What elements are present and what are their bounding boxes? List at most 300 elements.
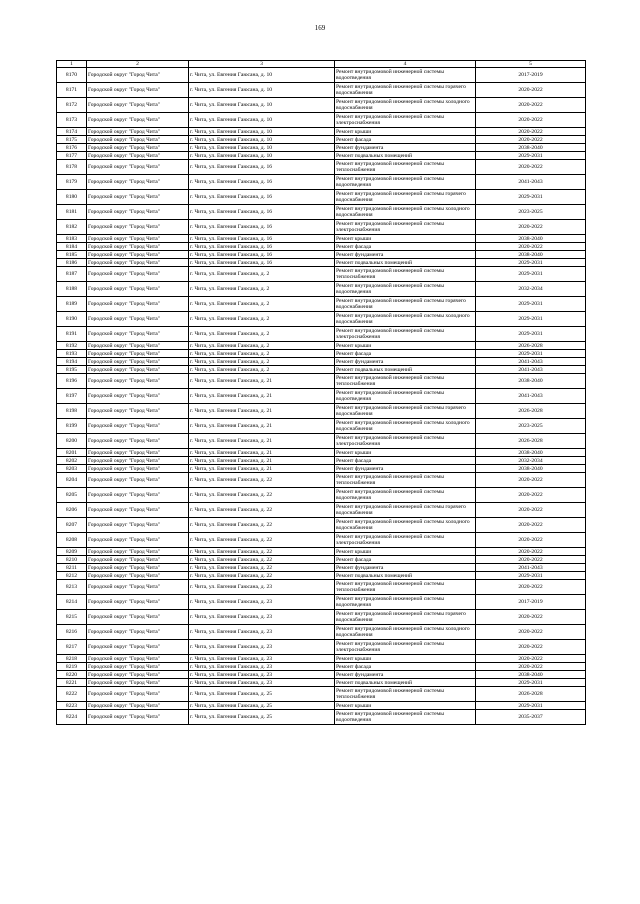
row-number-cell: 8183 — [57, 235, 87, 243]
row-number-cell: 8218 — [57, 655, 87, 663]
row-number-cell: 8209 — [57, 548, 87, 556]
table-row — [57, 389, 586, 404]
table-row — [57, 625, 586, 640]
work-type-cell: Ремонт внутридомовой инженерной системы теплоснабжения — [335, 374, 476, 389]
municipality-cell: Городской округ "Город Чита" — [87, 98, 189, 113]
table-row — [57, 663, 586, 671]
work-type-cell: Ремонт подвальных помещений — [335, 259, 476, 267]
period-cell: 2023-2025 — [476, 205, 586, 220]
work-type-cell: Ремонт внутридомовой инженерной системы электроснабжения — [335, 327, 476, 342]
address-cell: г. Чита, ул. Евгения Гаюсана, д. 23 — [189, 655, 335, 663]
municipality-cell: Городской округ "Город Чита" — [87, 533, 189, 548]
row-number-cell: 8181 — [57, 205, 87, 220]
municipality-cell: Городской округ "Город Чита" — [87, 68, 189, 83]
table-row — [57, 297, 586, 312]
page-number: 169 — [314, 24, 326, 32]
period-cell: 2020-2022 — [476, 548, 586, 556]
period-cell: 2020-2022 — [476, 625, 586, 640]
row-number-cell: 8190 — [57, 312, 87, 327]
municipality-cell: Городской округ "Город Чита" — [87, 465, 189, 473]
row-number-cell: 8182 — [57, 220, 87, 235]
row-number-cell: 8203 — [57, 465, 87, 473]
table-row — [57, 113, 586, 128]
municipality-cell: Городской округ "Город Чита" — [87, 83, 189, 98]
period-cell: 2020-2022 — [476, 580, 586, 595]
municipality-cell: Городской округ "Город Чита" — [87, 389, 189, 404]
municipality-cell: Городской округ "Город Чита" — [87, 297, 189, 312]
work-type-cell: Ремонт внутридомовой инженерной системы теплоснабжения — [335, 160, 476, 175]
table-row — [57, 259, 586, 267]
work-type-cell: Ремонт внутридомовой инженерной системы водоотведения — [335, 175, 476, 190]
period-cell: 2020-2022 — [476, 98, 586, 113]
row-number-cell: 8187 — [57, 267, 87, 282]
work-type-cell: Ремонт внутридомовой инженерной системы горячего водоснабжения — [335, 610, 476, 625]
work-type-cell: Ремонт крыши — [335, 128, 476, 136]
work-type-cell: Ремонт крыши — [335, 702, 476, 710]
work-type-cell: Ремонт подвальных помещений — [335, 679, 476, 687]
column-header: 2 — [87, 61, 189, 68]
period-cell: 2020-2022 — [476, 610, 586, 625]
table-row — [57, 404, 586, 419]
work-type-cell: Ремонт крыши — [335, 655, 476, 663]
period-cell: 2029-2031 — [476, 702, 586, 710]
municipality-cell: Городской округ "Город Чита" — [87, 679, 189, 687]
table-row — [57, 503, 586, 518]
table-row — [57, 243, 586, 251]
work-type-cell: Ремонт внутридомовой инженерной системы горячего водоснабжения — [335, 404, 476, 419]
work-type-cell: Ремонт внутридомовой инженерной системы водоотведения — [335, 68, 476, 83]
municipality-cell: Городской округ "Город Чита" — [87, 671, 189, 679]
row-number-cell: 8205 — [57, 488, 87, 503]
period-cell: 2020-2022 — [476, 220, 586, 235]
period-cell: 2041-2043 — [476, 175, 586, 190]
column-header: 3 — [189, 61, 335, 68]
municipality-cell: Городской округ "Город Чита" — [87, 358, 189, 366]
period-cell: 2038-2040 — [476, 449, 586, 457]
municipality-cell: Городской округ "Город Чита" — [87, 205, 189, 220]
municipality-cell: Городской округ "Город Чита" — [87, 350, 189, 358]
table-row — [57, 518, 586, 533]
period-cell: 2020-2022 — [476, 113, 586, 128]
work-type-cell: Ремонт внутридомовой инженерной системы горячего водоснабжения — [335, 503, 476, 518]
row-number-cell: 8206 — [57, 503, 87, 518]
period-cell: 2032-2034 — [476, 457, 586, 465]
period-cell: 2035-2037 — [476, 710, 586, 725]
municipality-cell: Городской округ "Город Чита" — [87, 610, 189, 625]
table-row — [57, 366, 586, 374]
row-number-cell: 8189 — [57, 297, 87, 312]
row-number-cell: 8176 — [57, 144, 87, 152]
address-cell: г. Чита, ул. Евгения Гаюсана, д. 23 — [189, 671, 335, 679]
address-cell: г. Чита, ул. Евгения Гаюсана, д. 2 — [189, 312, 335, 327]
row-number-cell: 8170 — [57, 68, 87, 83]
address-cell: г. Чита, ул. Евгения Гаюсана, д. 16 — [189, 190, 335, 205]
row-number-cell: 8178 — [57, 160, 87, 175]
address-cell: г. Чита, ул. Евгения Гаюсана, д. 22 — [189, 556, 335, 564]
row-number-cell: 8213 — [57, 580, 87, 595]
municipality-cell: Городской округ "Город Чита" — [87, 702, 189, 710]
municipality-cell: Городской округ "Город Чита" — [87, 259, 189, 267]
row-number-cell: 8204 — [57, 473, 87, 488]
table-row — [57, 144, 586, 152]
address-cell: г. Чита, ул. Евгения Гаюсана, д. 16 — [189, 160, 335, 175]
period-cell: 2020-2022 — [476, 243, 586, 251]
period-cell: 2041-2043 — [476, 366, 586, 374]
table-row — [57, 580, 586, 595]
period-cell: 2020-2022 — [476, 473, 586, 488]
repair-schedule-table — [56, 60, 586, 725]
municipality-cell: Городской округ "Город Чита" — [87, 113, 189, 128]
address-cell: г. Чита, ул. Евгения Гаюсана, д. 16 — [189, 205, 335, 220]
table-row — [57, 434, 586, 449]
row-number-cell: 8214 — [57, 595, 87, 610]
address-cell: г. Чита, ул. Евгения Гаюсана, д. 23 — [189, 595, 335, 610]
work-type-cell: Ремонт внутридомовой инженерной системы холодного водоснабжения — [335, 419, 476, 434]
row-number-cell: 8195 — [57, 366, 87, 374]
row-number-cell: 8180 — [57, 190, 87, 205]
table-header-row — [57, 61, 586, 68]
row-number-cell: 8207 — [57, 518, 87, 533]
work-type-cell: Ремонт внутридомовой инженерной системы электроснабжения — [335, 113, 476, 128]
municipality-cell: Городской округ "Город Чита" — [87, 374, 189, 389]
table-row — [57, 152, 586, 160]
work-type-cell: Ремонт внутридомовой инженерной системы горячего водоснабжения — [335, 83, 476, 98]
column-header: 1 — [57, 61, 87, 68]
table-row — [57, 267, 586, 282]
work-type-cell: Ремонт внутридомовой инженерной системы холодного водоснабжения — [335, 312, 476, 327]
work-type-cell: Ремонт внутридомовой инженерной системы электроснабжения — [335, 533, 476, 548]
address-cell: г. Чита, ул. Евгения Гаюсана, д. 16 — [189, 259, 335, 267]
row-number-cell: 8208 — [57, 533, 87, 548]
address-cell: г. Чита, ул. Евгения Гаюсана, д. 21 — [189, 465, 335, 473]
address-cell: г. Чита, ул. Евгения Гаюсана, д. 16 — [189, 220, 335, 235]
period-cell: 2029-2031 — [476, 297, 586, 312]
municipality-cell: Городской округ "Город Чита" — [87, 175, 189, 190]
period-cell: 2029-2031 — [476, 327, 586, 342]
work-type-cell: Ремонт внутридомовой инженерной системы теплоснабжения — [335, 473, 476, 488]
row-number-cell: 8201 — [57, 449, 87, 457]
address-cell: г. Чита, ул. Евгения Гаюсана, д. 2 — [189, 358, 335, 366]
municipality-cell: Городской округ "Город Чита" — [87, 564, 189, 572]
row-number-cell: 8175 — [57, 136, 87, 144]
row-number-cell: 8184 — [57, 243, 87, 251]
address-cell: г. Чита, ул. Евгения Гаюсана, д. 10 — [189, 136, 335, 144]
period-cell: 2020-2022 — [476, 160, 586, 175]
address-cell: г. Чита, ул. Евгения Гаюсана, д. 23 — [189, 580, 335, 595]
table-row — [57, 342, 586, 350]
row-number-cell: 8173 — [57, 113, 87, 128]
period-cell: 2038-2040 — [476, 144, 586, 152]
row-number-cell: 8174 — [57, 128, 87, 136]
address-cell: г. Чита, ул. Евгения Гаюсана, д. 22 — [189, 503, 335, 518]
period-cell: 2023-2025 — [476, 419, 586, 434]
table-row — [57, 312, 586, 327]
table-row — [57, 358, 586, 366]
table-row — [57, 83, 586, 98]
work-type-cell: Ремонт внутридомовой инженерной системы теплоснабжения — [335, 580, 476, 595]
column-header: 5 — [476, 61, 586, 68]
municipality-cell: Городской округ "Город Чита" — [87, 473, 189, 488]
row-number-cell: 8198 — [57, 404, 87, 419]
period-cell: 2029-2031 — [476, 350, 586, 358]
period-cell: 2029-2031 — [476, 152, 586, 160]
work-type-cell: Ремонт подвальных помещений — [335, 572, 476, 580]
work-type-cell: Ремонт внутридомовой инженерной системы холодного водоснабжения — [335, 98, 476, 113]
row-number-cell: 8186 — [57, 259, 87, 267]
row-number-cell: 8194 — [57, 358, 87, 366]
table-row — [57, 251, 586, 259]
work-type-cell: Ремонт внутридомовой инженерной системы холодного водоснабжения — [335, 625, 476, 640]
municipality-cell: Городской округ "Город Чита" — [87, 572, 189, 580]
work-type-cell: Ремонт фундамента — [335, 144, 476, 152]
row-number-cell: 8179 — [57, 175, 87, 190]
address-cell: г. Чита, ул. Евгения Гаюсана, д. 22 — [189, 572, 335, 580]
table-row — [57, 679, 586, 687]
period-cell: 2026-2028 — [476, 404, 586, 419]
period-cell: 2020-2022 — [476, 655, 586, 663]
address-cell: г. Чита, ул. Евгения Гаюсана, д. 2 — [189, 297, 335, 312]
row-number-cell: 8193 — [57, 350, 87, 358]
row-number-cell: 8192 — [57, 342, 87, 350]
address-cell: г. Чита, ул. Евгения Гаюсана, д. 22 — [189, 518, 335, 533]
municipality-cell: Городской округ "Город Чита" — [87, 663, 189, 671]
row-number-cell: 8196 — [57, 374, 87, 389]
address-cell: г. Чита, ул. Евгения Гаюсана, д. 10 — [189, 152, 335, 160]
work-type-cell: Ремонт внутридомовой инженерной системы теплоснабжения — [335, 267, 476, 282]
row-number-cell: 8215 — [57, 610, 87, 625]
period-cell: 2041-2043 — [476, 358, 586, 366]
period-cell: 2038-2040 — [476, 671, 586, 679]
table-row — [57, 687, 586, 702]
municipality-cell: Городской округ "Город Чита" — [87, 556, 189, 564]
work-type-cell: Ремонт внутридомовой инженерной системы водоотведения — [335, 710, 476, 725]
row-number-cell: 8212 — [57, 572, 87, 580]
address-cell: г. Чита, ул. Евгения Гаюсана, д. 16 — [189, 175, 335, 190]
municipality-cell: Городской округ "Город Чита" — [87, 595, 189, 610]
row-number-cell: 8200 — [57, 434, 87, 449]
municipality-cell: Городской округ "Город Чита" — [87, 342, 189, 350]
table-row — [57, 205, 586, 220]
work-type-cell: Ремонт фасада — [335, 243, 476, 251]
address-cell: г. Чита, ул. Евгения Гаюсана, д. 22 — [189, 533, 335, 548]
municipality-cell: Городской округ "Город Чита" — [87, 267, 189, 282]
municipality-cell: Городской округ "Город Чита" — [87, 404, 189, 419]
period-cell: 2038-2040 — [476, 251, 586, 259]
period-cell: 2032-2034 — [476, 282, 586, 297]
row-number-cell: 8222 — [57, 687, 87, 702]
work-type-cell: Ремонт внутридомовой инженерной системы электроснабжения — [335, 220, 476, 235]
address-cell: г. Чита, ул. Евгения Гаюсана, д. 10 — [189, 83, 335, 98]
period-cell: 2020-2022 — [476, 136, 586, 144]
table-row — [57, 556, 586, 564]
work-type-cell: Ремонт внутридомовой инженерной системы холодного водоснабжения — [335, 205, 476, 220]
municipality-cell: Городской округ "Город Чита" — [87, 243, 189, 251]
row-number-cell: 8216 — [57, 625, 87, 640]
work-type-cell: Ремонт крыши — [335, 449, 476, 457]
row-number-cell: 8197 — [57, 389, 87, 404]
municipality-cell: Городской округ "Город Чита" — [87, 312, 189, 327]
work-type-cell: Ремонт фасада — [335, 457, 476, 465]
table-row — [57, 128, 586, 136]
table-row — [57, 160, 586, 175]
municipality-cell: Городской округ "Город Чита" — [87, 710, 189, 725]
work-type-cell: Ремонт внутридомовой инженерной системы теплоснабжения — [335, 687, 476, 702]
address-cell: г. Чита, ул. Евгения Гаюсана, д. 22 — [189, 564, 335, 572]
period-cell: 2017-2019 — [476, 595, 586, 610]
address-cell: г. Чита, ул. Евгения Гаюсана, д. 2 — [189, 267, 335, 282]
municipality-cell: Городской округ "Город Чита" — [87, 655, 189, 663]
address-cell: г. Чита, ул. Евгения Гаюсана, д. 16 — [189, 243, 335, 251]
address-cell: г. Чита, ул. Евгения Гаюсана, д. 10 — [189, 98, 335, 113]
period-cell: 2020-2022 — [476, 83, 586, 98]
table-row — [57, 640, 586, 655]
address-cell: г. Чита, ул. Евгения Гаюсана, д. 23 — [189, 663, 335, 671]
address-cell: г. Чита, ул. Евгения Гаюсана, д. 23 — [189, 640, 335, 655]
work-type-cell: Ремонт внутридомовой инженерной системы холодного водоснабжения — [335, 518, 476, 533]
municipality-cell: Городской округ "Город Чита" — [87, 449, 189, 457]
period-cell: 2029-2031 — [476, 259, 586, 267]
table-row — [57, 136, 586, 144]
work-type-cell: Ремонт крыши — [335, 235, 476, 243]
address-cell: г. Чита, ул. Евгения Гаюсана, д. 2 — [189, 342, 335, 350]
work-type-cell: Ремонт внутридомовой инженерной системы электроснабжения — [335, 434, 476, 449]
work-type-cell: Ремонт подвальных помещений — [335, 366, 476, 374]
municipality-cell: Городской округ "Город Чита" — [87, 640, 189, 655]
row-number-cell: 8221 — [57, 679, 87, 687]
period-cell: 2041-2043 — [476, 389, 586, 404]
table-row — [57, 655, 586, 663]
address-cell: г. Чита, ул. Евгения Гаюсана, д. 10 — [189, 128, 335, 136]
period-cell: 2029-2031 — [476, 190, 586, 205]
period-cell: 2029-2031 — [476, 267, 586, 282]
work-type-cell: Ремонт фундамента — [335, 671, 476, 679]
municipality-cell: Городской округ "Город Чита" — [87, 434, 189, 449]
period-cell: 2029-2031 — [476, 312, 586, 327]
row-number-cell: 8211 — [57, 564, 87, 572]
row-number-cell: 8224 — [57, 710, 87, 725]
period-cell: 2038-2040 — [476, 465, 586, 473]
work-type-cell: Ремонт фасада — [335, 136, 476, 144]
table-row — [57, 473, 586, 488]
row-number-cell: 8210 — [57, 556, 87, 564]
period-cell: 2026-2028 — [476, 342, 586, 350]
municipality-cell: Городской округ "Город Чита" — [87, 144, 189, 152]
address-cell: г. Чита, ул. Евгения Гаюсана, д. 25 — [189, 687, 335, 702]
table-row — [57, 533, 586, 548]
address-cell: г. Чита, ул. Евгения Гаюсана, д. 2 — [189, 366, 335, 374]
address-cell: г. Чита, ул. Евгения Гаюсана, д. 21 — [189, 449, 335, 457]
table-row — [57, 175, 586, 190]
address-cell: г. Чита, ул. Евгения Гаюсана, д. 21 — [189, 404, 335, 419]
work-type-cell: Ремонт внутридомовой инженерной системы горячего водоснабжения — [335, 297, 476, 312]
municipality-cell: Городской округ "Город Чита" — [87, 488, 189, 503]
table-row — [57, 374, 586, 389]
table-row — [57, 564, 586, 572]
municipality-cell: Городской округ "Город Чита" — [87, 503, 189, 518]
row-number-cell: 8191 — [57, 327, 87, 342]
work-type-cell: Ремонт фасада — [335, 663, 476, 671]
address-cell: г. Чита, ул. Евгения Гаюсана, д. 2 — [189, 282, 335, 297]
table-row — [57, 610, 586, 625]
table-row — [57, 98, 586, 113]
work-type-cell: Ремонт фасада — [335, 350, 476, 358]
table-row — [57, 457, 586, 465]
period-cell: 2017-2019 — [476, 68, 586, 83]
municipality-cell: Городской округ "Город Чита" — [87, 251, 189, 259]
period-cell: 2029-2031 — [476, 679, 586, 687]
address-cell: г. Чита, ул. Евгения Гаюсана, д. 2 — [189, 327, 335, 342]
address-cell: г. Чита, ул. Евгения Гаюсана, д. 21 — [189, 419, 335, 434]
municipality-cell: Городской округ "Город Чита" — [87, 152, 189, 160]
work-type-cell: Ремонт внутридомовой инженерной системы водоотведения — [335, 488, 476, 503]
table-row — [57, 595, 586, 610]
work-type-cell: Ремонт крыши — [335, 342, 476, 350]
table-row — [57, 449, 586, 457]
municipality-cell: Городской округ "Город Чита" — [87, 327, 189, 342]
table-body — [57, 68, 586, 725]
address-cell: г. Чита, ул. Евгения Гаюсана, д. 16 — [189, 235, 335, 243]
period-cell: 2038-2040 — [476, 235, 586, 243]
work-type-cell: Ремонт фундамента — [335, 251, 476, 259]
row-number-cell: 8202 — [57, 457, 87, 465]
table-row — [57, 327, 586, 342]
period-cell: 2020-2022 — [476, 488, 586, 503]
municipality-cell: Городской округ "Город Чита" — [87, 548, 189, 556]
period-cell: 2020-2022 — [476, 533, 586, 548]
municipality-cell: Городской округ "Город Чита" — [87, 580, 189, 595]
table-row — [57, 671, 586, 679]
address-cell: г. Чита, ул. Евгения Гаюсана, д. 21 — [189, 389, 335, 404]
table-row — [57, 488, 586, 503]
table-row — [57, 350, 586, 358]
municipality-cell: Городской округ "Город Чита" — [87, 282, 189, 297]
table-row — [57, 68, 586, 83]
address-cell: г. Чита, ул. Евгения Гаюсана, д. 21 — [189, 434, 335, 449]
table-row — [57, 220, 586, 235]
work-type-cell: Ремонт фундамента — [335, 564, 476, 572]
address-cell: г. Чита, ул. Евгения Гаюсана, д. 16 — [189, 251, 335, 259]
table-row — [57, 465, 586, 473]
work-type-cell: Ремонт фасада — [335, 556, 476, 564]
row-number-cell: 8172 — [57, 98, 87, 113]
period-cell: 2020-2022 — [476, 128, 586, 136]
address-cell: г. Чита, ул. Евгения Гаюсана, д. 25 — [189, 710, 335, 725]
municipality-cell: Городской округ "Город Чита" — [87, 190, 189, 205]
address-cell: г. Чита, ул. Евгения Гаюсана, д. 23 — [189, 610, 335, 625]
work-type-cell: Ремонт крыши — [335, 548, 476, 556]
address-cell: г. Чита, ул. Евгения Гаюсана, д. 23 — [189, 625, 335, 640]
work-type-cell: Ремонт внутридомовой инженерной системы электроснабжения — [335, 640, 476, 655]
municipality-cell: Городской округ "Город Чита" — [87, 457, 189, 465]
period-cell: 2020-2022 — [476, 663, 586, 671]
municipality-cell: Городской округ "Город Чита" — [87, 366, 189, 374]
table-row — [57, 702, 586, 710]
column-header: 4 — [335, 61, 476, 68]
municipality-cell: Городской округ "Город Чита" — [87, 160, 189, 175]
municipality-cell: Городской округ "Город Чита" — [87, 128, 189, 136]
table-row — [57, 419, 586, 434]
municipality-cell: Городской округ "Город Чита" — [87, 419, 189, 434]
table-row — [57, 235, 586, 243]
table-row — [57, 548, 586, 556]
address-cell: г. Чита, ул. Евгения Гаюсана, д. 22 — [189, 488, 335, 503]
address-cell: г. Чита, ул. Евгения Гаюсана, д. 2 — [189, 350, 335, 358]
work-type-cell: Ремонт внутридомовой инженерной системы водоотведения — [335, 595, 476, 610]
period-cell: 2020-2022 — [476, 556, 586, 564]
row-number-cell: 8217 — [57, 640, 87, 655]
row-number-cell: 8185 — [57, 251, 87, 259]
address-cell: г. Чита, ул. Евгения Гаюсана, д. 21 — [189, 374, 335, 389]
